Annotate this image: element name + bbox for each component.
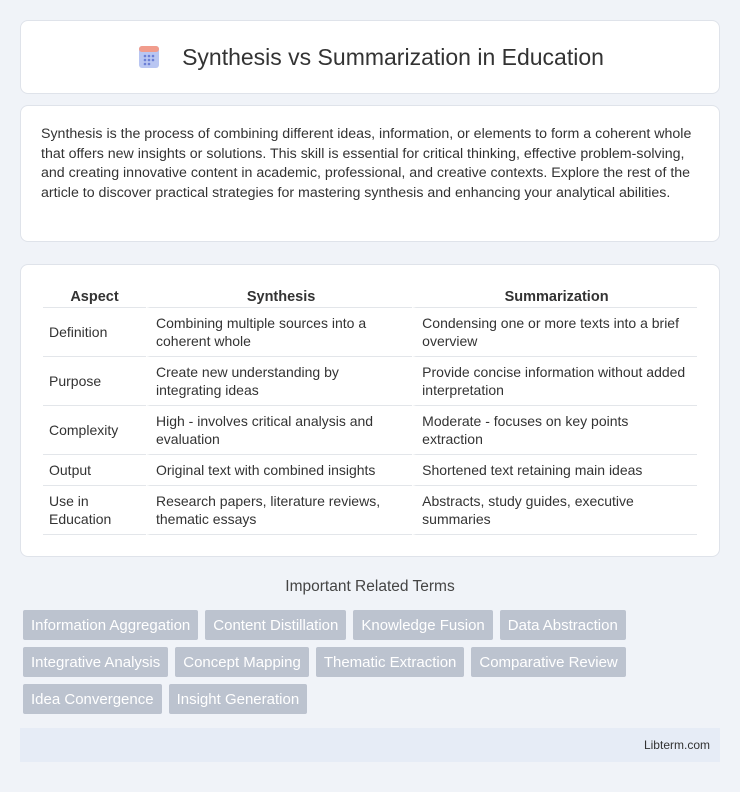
related-term-tag[interactable]: Information Aggregation: [23, 610, 198, 640]
related-term-tag[interactable]: Insight Generation: [169, 684, 308, 714]
table-cell: Complexity: [43, 406, 146, 455]
column-header-synthesis: Synthesis: [146, 287, 412, 308]
comparison-table-card: [20, 264, 720, 557]
intro-card: [20, 105, 720, 242]
footer-site-link[interactable]: Libterm.com: [643, 738, 710, 752]
table-cell: High - involves critical analysis and evaluation: [146, 406, 412, 455]
table-row: [43, 357, 697, 406]
related-term-tag[interactable]: Comparative Review: [471, 647, 625, 677]
table-cell: Original text with combined insights: [146, 455, 412, 486]
table-cell: Purpose: [43, 357, 146, 406]
related-term-tag[interactable]: Knowledge Fusion: [353, 610, 492, 640]
comparison-table: [43, 287, 697, 535]
footer: [20, 728, 720, 762]
table-cell: Output: [43, 455, 146, 486]
column-header-summarization: Summarization: [412, 287, 697, 308]
page-title: Synthesis vs Summarization in Education: [182, 43, 604, 70]
document-icon: [136, 44, 162, 70]
table-cell: Create new understanding by integrating ideas: [146, 357, 412, 406]
intro-text: Synthesis is the process of combining different ideas, information, or elements to form a coherent whole that offers new insights or solutions. This skill is essential for critical thinking, effective problem-solving, and creating innovative content in academic, professional, and creative contexts. Explore the rest of the article to discover practical strategies for mastering synthesis and enhancing your analytical abilities.: [41, 126, 692, 201]
related-term-tag[interactable]: Concept Mapping: [175, 647, 309, 677]
table-cell: Provide concise information without added interpretation: [412, 357, 697, 406]
table-row: [43, 455, 697, 486]
related-terms-list: [23, 610, 723, 714]
related-terms-title: Important Related Terms: [285, 578, 455, 595]
related-term-tag[interactable]: Integrative Analysis: [23, 647, 168, 677]
table-row: [43, 486, 697, 535]
related-term-tag[interactable]: Data Abstraction: [500, 610, 626, 640]
table-cell: Condensing one or more texts into a brief overview: [412, 308, 697, 357]
column-header-aspect: Aspect: [43, 287, 146, 308]
related-term-tag[interactable]: Thematic Extraction: [316, 647, 465, 677]
table-row: [43, 308, 697, 357]
related-term-tag[interactable]: Idea Convergence: [23, 684, 162, 714]
table-cell: Abstracts, study guides, executive summaries: [412, 486, 697, 535]
table-row: [43, 406, 697, 455]
table-cell: Definition: [43, 308, 146, 357]
table-cell: Moderate - focuses on key points extraction: [412, 406, 697, 455]
table-cell: Shortened text retaining main ideas: [412, 455, 697, 486]
table-header-row: [43, 287, 697, 308]
header-card: [20, 20, 720, 94]
table-cell: Combining multiple sources into a coherent whole: [146, 308, 412, 357]
table-cell: Use in Education: [43, 486, 146, 535]
related-term-tag[interactable]: Content Distillation: [205, 610, 346, 640]
table-cell: Research papers, literature reviews, thematic essays: [146, 486, 412, 535]
